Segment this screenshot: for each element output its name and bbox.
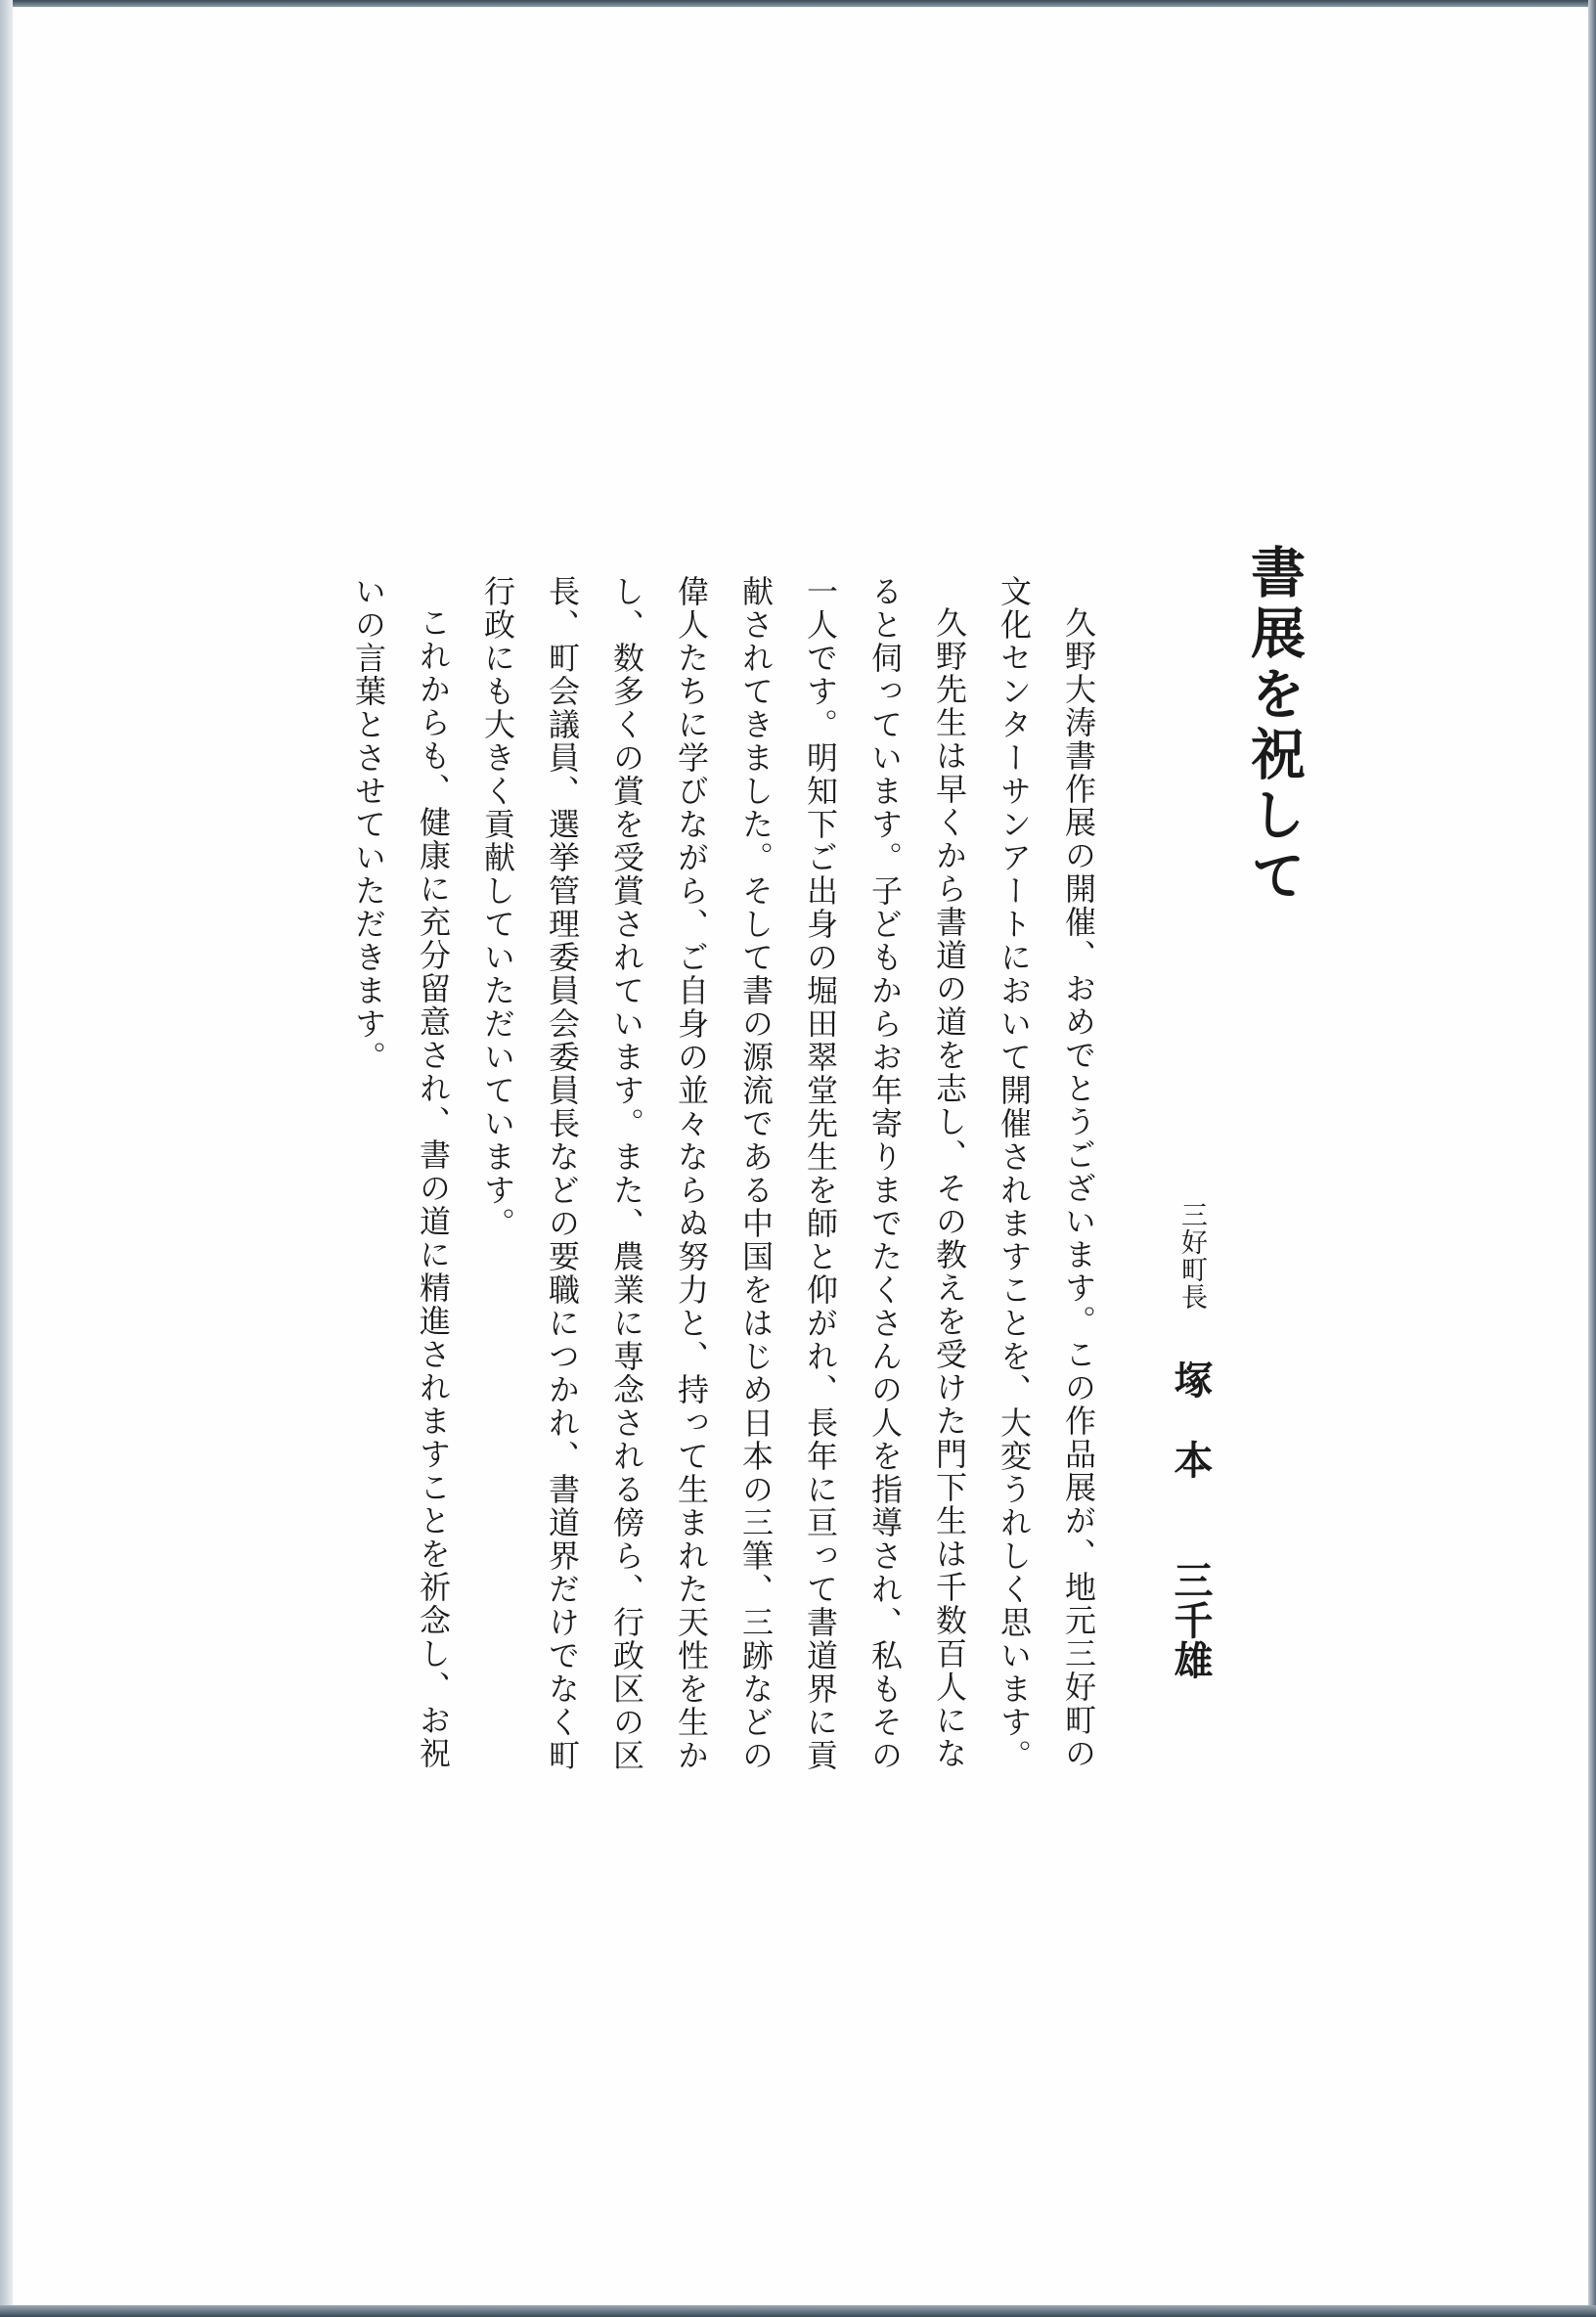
- author-name: 塚 本 三千雄: [1168, 1359, 1214, 1680]
- scan-edge-bottom: [0, 2305, 1596, 2317]
- paragraph: 久野先生は早くから書道の道を志し、その教えを受けた門下生は千数百人になると伺っています。子どもからお年寄りまでたくさんの人を指導され、私もその一人です。明知下ご出身の堀田翠堂先生を師と仰がれ、長年に亘って書道界に貢献されてきました。そして書の源流である中国をはじめ日本の三筆、三跡などの偉人たちに学びながら、ご自身の並々ならぬ努力と、持って生まれた天性を生かし、数多くの賞を受賞されています。また、農業に専念される傍ら、行政区の区長、町会議員、選挙管理委員会委員長などの要職につかれ、書道界だけでなく町行政にも大きく貢献していただいています。: [479, 575, 968, 1772]
- body-text: [336, 575, 1111, 1778]
- document-title: 書展を祝して: [1242, 544, 1307, 908]
- paragraph: これからも、健康に充分留意され、書の道に精進されますことを祈念し、お祝いの言葉とさせていただきます。: [350, 575, 452, 1770]
- scan-edge-left: [0, 0, 13, 2317]
- author-role: 三好町長: [1176, 1201, 1207, 1311]
- scan-edge-right: [1588, 0, 1596, 2317]
- paragraph: 久野大涛書作展の開催、おめでとうございます。この作品展が、地元三好町の文化センターサンアートにおいて開催されますことを、大変うれしく思います。: [996, 575, 1097, 1772]
- scan-edge-top: [0, 0, 1596, 7]
